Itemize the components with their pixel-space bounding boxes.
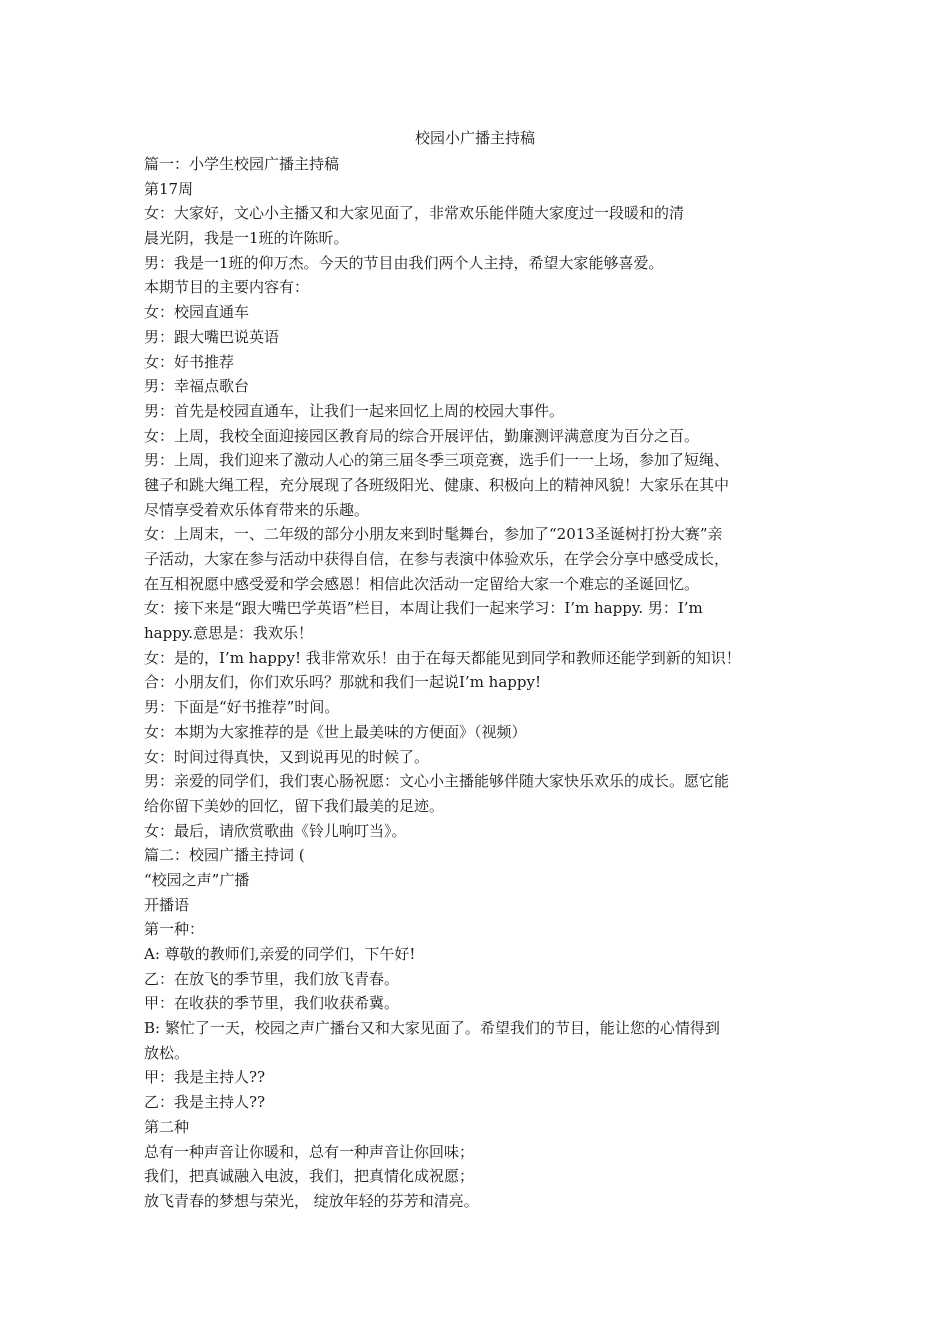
text-line: 男：下面是“好书推荐”时间。: [144, 698, 340, 717]
text-line: 尽情享受着欢乐体育带来的乐趣。: [144, 500, 370, 519]
text-line: 女：时间过得真快，又到说再见的时候了。: [144, 747, 430, 766]
text-line: 女：大家好，文心小主播又和大家见面了，非常欢乐能伴随大家度过一段暖和的清: [144, 204, 685, 223]
text-line: happy.意思是：我欢乐！: [144, 624, 314, 643]
text-line: 女：上周，我校全面迎接园区教育局的综合开展评估，勤廉测评满意度为百分之百。: [144, 426, 700, 445]
text-line: 女：上周末，一、二年级的部分小朋友来到时髦舞台，参加了“2013圣诞树打扮大赛”亲: [144, 525, 723, 544]
text-line: 女：最后，请欣赏歌曲《铃儿响叮当》。: [144, 821, 407, 840]
text-line: 甲：在收获的季节里，我们收获希冀。: [144, 994, 400, 1013]
document-title: 校园小广播主持稿: [414, 129, 535, 147]
text-line: 女：是的，I’m happy! 我非常欢乐！由于在每天都能见到同学和教师还能学到新的知识！: [144, 648, 741, 667]
text-line: 女：好书推荐: [144, 352, 235, 371]
text-line: 第一种：: [144, 920, 205, 939]
text-line: 我们，把真诚融入电波，我们，把真情化成祝愿；: [144, 1167, 475, 1186]
text-line: 在互相祝愿中感受爱和学会感恩！相信此次活动一定留给大家一个难忘的圣诞回忆。: [144, 574, 700, 593]
text-line: 男：跟大嘴巴说英语: [144, 327, 280, 346]
text-line: 男：幸福点歌台: [144, 377, 250, 396]
text-line: 男：上周，我们迎来了激动人心的第三届冬季三项竞赛，选手们一一上场，参加了短绳、: [144, 451, 730, 470]
text-line: B: 繁忙了一天，校园之声广播台又和大家见面了。希望我们的节目，能让您的心情得到: [144, 1019, 720, 1038]
text-line: 甲：我是主持人??: [144, 1068, 266, 1087]
text-line: 女：接下来是“跟大嘴巴学英语”栏目，本周让我们一起来学习：I’m happy. 男：I’m: [144, 599, 703, 618]
text-line: 篇一：小学生校园广播主持稿: [144, 155, 340, 173]
text-line: 放松。: [144, 1043, 190, 1062]
text-line: 放飞青春的梦想与荣光， 绽放年轻的芬芳和清亮。: [144, 1191, 479, 1210]
text-line: 女：校园直通车: [144, 303, 250, 322]
text-line: 合：小朋友们，你们欢乐吗？那就和我们一起说I’m happy!: [144, 673, 541, 692]
text-line: 毽子和跳大绳工程，充分展现了各班级阳光、健康、积极向上的精神风貌！大家乐在其中: [144, 475, 730, 494]
text-line: 男：我是一1班的仰万杰。今天的节目由我们两个人主持，希望大家能够喜爱。: [144, 253, 664, 272]
text-line: 第17周: [144, 179, 194, 198]
text-line: 篇二：校园广播主持词 (: [144, 846, 305, 865]
document-body: [144, 152, 812, 1214]
text-line: 本期节目的主要内容有：: [144, 278, 310, 297]
text-line: 女：本期为大家推荐的是《世上最美味的方便面》（视频）: [144, 722, 527, 741]
text-line: 第二种: [144, 1117, 190, 1136]
text-line: A: 尊敬的教师们,亲爱的同学们，下午好!: [144, 945, 416, 963]
text-line: 男：亲爱的同学们，我们衷心肠祝愿：文心小主播能够伴随大家快乐欢乐的成长。愿它能: [144, 772, 730, 791]
text-line: 给你留下美妙的回忆，留下我们最美的足迹。: [144, 796, 445, 815]
text-line: 乙：在放飞的季节里，我们放飞青春。: [144, 969, 400, 988]
text-line: 乙：我是主持人??: [144, 1093, 266, 1112]
text-line: 晨光阴，我是一1班的许陈昕。: [144, 229, 349, 248]
text-line: 男：首先是校园直通车，让我们一起来回忆上周的校园大事件。: [144, 401, 565, 420]
text-line: 开播语: [144, 895, 190, 914]
text-line: 子活动，大家在参与活动中获得自信，在参与表演中体验欢乐，在学会分享中感受成长，: [144, 550, 730, 568]
text-line: “校园之声”广播: [144, 870, 250, 889]
text-line: 总有一种声音让你暖和，总有一种声音让你回味；: [144, 1142, 475, 1161]
